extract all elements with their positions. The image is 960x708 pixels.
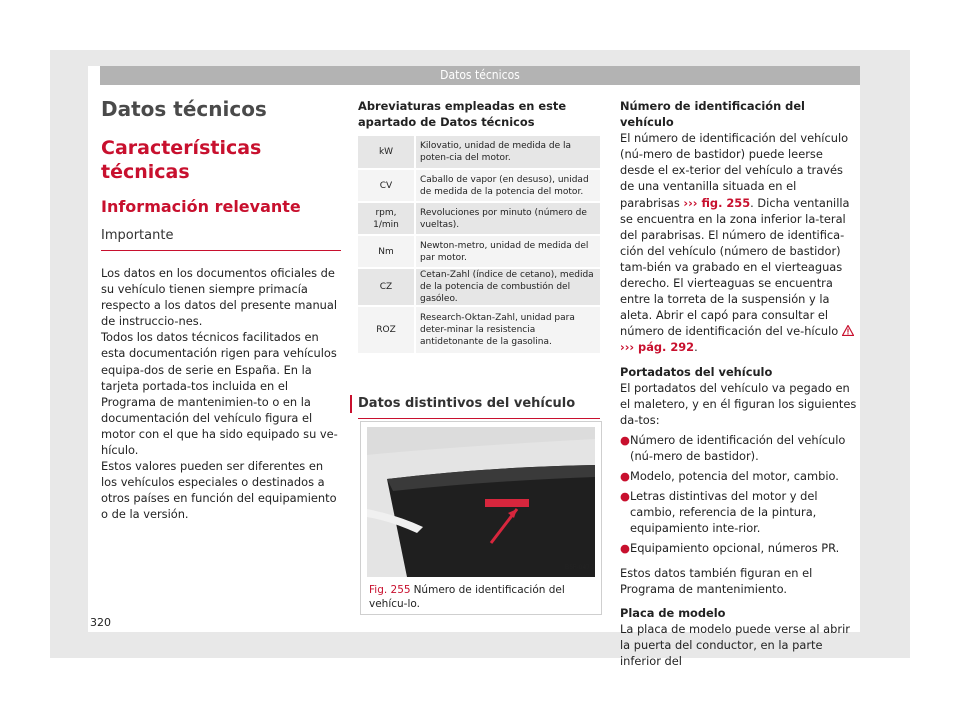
figure-reference-link[interactable]: ››› fig. 255 [683, 195, 751, 210]
topic-title: Importante [101, 226, 341, 251]
list-item: ● Equipamiento opcional, números PR. [620, 541, 840, 556]
windshield-illustration [367, 427, 595, 577]
paragraph: Estos valores pueden ser diferentes en los vehículos especiales o destinados a otros países en función del equipamiento o de la versión. [101, 459, 337, 522]
paragraph: Todos los datos técnicos facilitados en esta documentación rigen para vehículos equipa-dos de serie en España. En la tarjeta portada-tos incluida en el Programa de mantenimien-to o en la documentación del vehículo figura el motor con el que ha sido equipado su ve-hículo. [101, 330, 338, 458]
table-row [358, 136, 600, 169]
table-cell-abbr: CZ [358, 268, 415, 306]
subsection-title: Información relevante [101, 197, 301, 216]
table-row [358, 268, 600, 306]
vin-title: Número de identificación del vehículo [620, 99, 805, 130]
figure-caption-text: Número de identificación del vehícu-lo. [369, 584, 565, 610]
portadatos-paragraph: El portadatos del vehículo va pegado en el maletero, y en él figuran los siguientes da-tos: [620, 380, 857, 427]
placa-paragraph: La placa de modelo puede verse al abrir la puerta del conductor, en la parte inferior del [620, 621, 850, 668]
vin-text-2: . Dicha ventanilla se encuentra en la zona inferior la-teral del parabrisas. El número de identifica-ción del vehículo (número de bastidor) tam-bién va grabado en el vierteaguas derecho. El vierteaguas se encuentra entre la torreta de la suspensión y la aleta. Abrir el capó para consultar el número de identificación del ve-hículo [620, 195, 850, 339]
bullet-icon: ● [620, 489, 630, 504]
column-left [101, 96, 341, 523]
table-cell-abbr: Nm [358, 235, 415, 268]
figure-caption [369, 583, 595, 611]
list-item: ● Modelo, potencia del motor, cambio. [620, 469, 839, 484]
table-row [358, 169, 600, 202]
table-cell-desc: Research-Oktan-Zahl, unidad para deter-minar la resistencia antidetonante de la gasolina. [415, 306, 600, 354]
program-paragraph: Estos datos también figuran en el Programa de mantenimiento. [620, 565, 813, 596]
table-cell-desc: Cetan-Zahl (índice de cetano), medida de la potencia de combustión del gasóleo. [415, 268, 600, 306]
portadatos-title: Portadatos del vehículo [620, 364, 773, 379]
table-cell-abbr: kW [358, 136, 415, 169]
page-number: 320 [90, 616, 111, 629]
warning-icon [842, 325, 854, 336]
table-cell-desc: Revoluciones por minuto (número de vueltas). [415, 202, 600, 235]
vehicle-data-section-title: Datos distintivos del vehículo [358, 395, 600, 419]
windshield-vin-image [367, 427, 595, 577]
page-reference-link[interactable]: ››› pág. 292 [620, 340, 695, 355]
vin-text-1: El número de identificación del vehículo (nú-mero de bastidor) puede leerse desde el ex-terior del vehículo a través de una ventanilla situada en el parabrisas [620, 131, 849, 210]
table-row [358, 235, 600, 268]
paragraph: Los datos en los documentos oficiales de su vehículo tienen siempre primacía respecto a los datos del presente manual de instruccio-nes. [101, 266, 338, 329]
section-title: Características técnicas [101, 137, 262, 183]
table-row [358, 202, 600, 235]
figure-code: B5F-0473 [565, 564, 594, 571]
table-cell-desc: Newton-metro, unidad de medida del par motor. [415, 235, 600, 268]
placa-title: Placa de modelo [620, 605, 726, 620]
table-cell-desc: Caballo de vapor (en desuso), unidad de medida de la potencia del motor. [415, 169, 600, 202]
list-item: ● Número de identificación del vehículo (nú-mero de bastidor). [620, 432, 846, 463]
chapter-title: Datos técnicos [101, 97, 267, 121]
vin-paragraph [620, 130, 858, 355]
table-cell-desc: Kilovatio, unidad de medida de la poten-cia del motor. [415, 136, 600, 169]
column-middle [358, 98, 600, 355]
list-item: ● Letras distintivas del motor y del cambio, referencia de la pintura, equipamiento inte-rior. [620, 489, 818, 536]
figure-label: Fig. 255 [369, 584, 411, 596]
bullet-icon: ● [620, 469, 630, 484]
section-marker [350, 395, 352, 413]
vin-end: . [694, 340, 698, 355]
table-cell-abbr: rpm, 1/min [358, 202, 415, 235]
abbreviations-title: Abreviaturas empleadas en este apartado de Datos técnicos [358, 99, 567, 129]
table-row [358, 306, 600, 354]
table-cell-abbr: CV [358, 169, 415, 202]
bullet-icon: ● [620, 541, 630, 556]
page-header-bar: Datos técnicos [100, 66, 860, 85]
column-right [620, 98, 858, 669]
figure-255 [360, 421, 602, 615]
table-cell-abbr: ROZ [358, 306, 415, 354]
bullet-icon: ● [620, 432, 630, 447]
abbreviations-table [358, 136, 600, 355]
